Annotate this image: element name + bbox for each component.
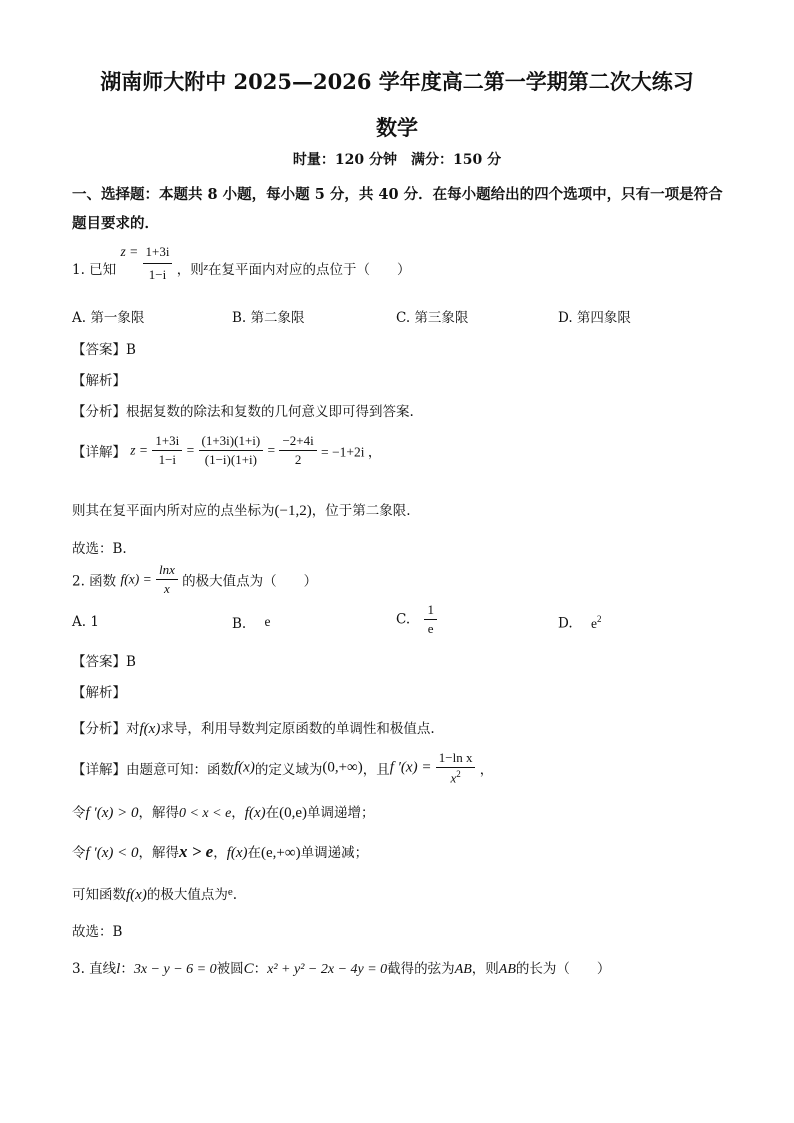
q1-line2 [72,499,411,520]
q3-C: C [243,961,254,977]
q2-answer-tag: 【答案】 [72,654,126,670]
q1-z: z [203,261,209,273]
q2-detail-1 [72,750,493,786]
q2-analysis-tag: 【解析】 [72,685,126,701]
q1-detail-frac1-num: 1+3i [152,433,182,451]
q2-fenxi-fx: f(x) [139,721,161,737]
q1-answer [72,338,136,358]
q1-detail-eq1: = [186,442,195,458]
q1-z-eq: z = [120,244,139,259]
q1-answer-value: B [126,342,136,358]
q1-stem [72,242,411,285]
q2-d1-a: 由题意可知：函数 [126,762,234,779]
q1-fenxi-text: 根据复数的除法和复数的几何意义即可得到答案. [126,404,414,420]
q1-detail-frac3-num: −2+4i [279,433,316,451]
q2-fenxi-a: 对 [126,721,140,737]
q2-d3-ineq: f ′(x) < 0 [85,845,139,861]
q2-option-c-num: 1 [424,602,437,620]
q2-d3-e: 单调递减； [300,845,369,861]
q2-d1-end: ， [479,762,494,779]
q1-fenxi-tag: 【分析】 [72,404,126,420]
q1-detail-result: = −1+2i ， [321,444,382,460]
q1-detail-frac1-den: 1−i [158,452,177,467]
q2-option-d [558,614,601,632]
q2-d3-int: (e,+∞) [261,845,301,861]
q2-prefix: 2. 函数 [72,573,117,590]
q3-mid1: 被圆 [216,961,244,977]
q2-fenxi [72,717,435,738]
q2-fenxi-b: 求导，利用导数判定原函数的单调性和极值点. [160,721,435,737]
q2-d2-a: 令 [72,805,86,821]
q2-frac-den: x [164,581,170,596]
q2-conclusion: 故选：B [72,924,123,940]
q2-option-d-label: D. [558,615,573,632]
q2-d2-sol: 0 < x < e [178,806,232,821]
exam-time-info: 时量：120 分钟 满分：150 分 [292,152,502,168]
q2-d1-den: x [450,770,457,786]
q1-detail-eq2: = [267,442,276,458]
q1-detail-frac3-den: 2 [294,452,302,467]
q1-suffix-b: 在复平面内对应的点位于（ ） [208,262,411,278]
q3-circle-eq: x² + y² − 2x − 4y = 0 [267,962,388,977]
exam-subject: 数学 [376,115,418,140]
q2-d1-num: 1−ln x [436,750,476,768]
q2-d2-e: 单调递增； [307,805,375,821]
q3-suffix: 的长为（ ） [515,961,611,977]
q1-line2-b: ，位于第二象限. [311,503,411,519]
q1-suffix-a: ，则 [176,262,204,278]
q1-conclusion: 故选：B. [72,541,127,557]
q3-prefix: 3. 直线 [72,961,117,977]
q1-line2-point: (−1,2) [274,503,312,519]
q2-detail-tag: 【详解】 [72,762,126,779]
q2-option-d-value: e [590,615,597,631]
q2-d3-fx: f(x) [226,845,248,861]
q2-option-b-label: B. [232,616,247,632]
q1-detail-frac2-den: (1−i)(1+i) [204,452,257,467]
q2-d2-fx: f(x) [244,805,266,821]
q3-colon1: ： [120,961,134,977]
q2-d1-b: 的定义域为 [254,762,323,779]
q2-answer-value: B [126,654,136,670]
q2-d1-fpx: f ′(x) = [389,759,432,776]
q2-option-c [396,602,437,637]
q2-detail-4 [72,883,237,904]
q3-colon2: ： [253,961,268,977]
q2-option-c-label: C. [396,611,411,628]
q2-d4-a: 可知函数 [72,887,126,903]
q2-d2-int: (0,e) [279,805,308,821]
q1-option-d: D. 第四象限 [558,310,631,326]
q2-d1-den-wrap [436,768,476,786]
q2-d3-b: ，解得 [138,845,179,861]
q3-line-eq: 3x − y − 6 = 0 [133,962,217,977]
q1-option-b: B. 第二象限 [232,310,305,326]
q2-option-c-den: e [427,621,434,636]
q1-detail-tag: 【详解】 [72,444,126,461]
q2-d1-fraction [436,750,476,786]
q2-answer [72,650,136,670]
q1-prefix: 1. 已知 [72,262,117,278]
q1-option-a: A. 第一象限 [72,310,145,326]
q1-frac-num: 1+3i [143,242,173,264]
q2-d4-e: e [227,886,233,898]
q1-fraction [143,242,173,285]
q2-frac-num: lnx [156,562,178,580]
q2-d2-c: ， [231,805,245,821]
q2-d3-sol: x > e [178,842,214,861]
q3-stem [72,957,610,978]
q2-d1-fx: f(x) [234,759,255,776]
q2-option-a: A. 1 [72,614,99,630]
q1-detail-frac2-num: (1+3i)(1+i) [199,433,264,451]
q2-d4-c: . [232,887,238,903]
q3-AB: AB [454,962,472,977]
q2-fraction [156,562,178,597]
q2-fenxi-tag: 【分析】 [72,721,126,737]
q2-stem [72,562,317,597]
q2-d2-b: ，解得 [138,805,179,821]
q3-mid3: ，则 [471,961,499,977]
q2-detail-2 [72,801,375,822]
q2-d3-c: ， [213,845,227,861]
q1-answer-tag: 【答案】 [72,342,126,358]
q1-detail-frac3 [279,433,316,468]
q2-suffix: 的极大值点为（ ） [182,573,318,590]
q1-fenxi [72,400,414,420]
q2-d1-den-sup: 2 [456,769,461,779]
q1-detail-z: z = [130,442,149,458]
q1-analysis-tag: 【解析】 [72,373,126,389]
q3-l: l [116,961,121,977]
q2-d2-ineq: f ′(x) > 0 [85,805,139,821]
q2-option-b [232,614,271,632]
q2-option-d-sup: 2 [596,614,602,624]
q1-detail-frac1 [152,433,182,468]
q2-d4-fx: f(x) [126,887,147,903]
q2-d3-a: 令 [72,845,86,861]
q2-d1-c: ，且 [362,762,390,779]
q1-line2-a: 则其在复平面内所对应的点坐标为 [72,503,275,519]
q2-option-c-frac [424,602,437,637]
q2-d1-domain: (0,+∞) [322,759,363,776]
q1-detail-frac2 [199,433,264,468]
q1-frac-den: 1−i [148,267,167,282]
q2-d4-b: 的极大值点为 [146,887,228,903]
q1-option-c: C. 第三象限 [396,310,469,326]
q2-detail-3 [72,841,368,862]
exam-title: 湖南师大附中 2025—2026 学年度高二第一学期第二次大练习 [100,69,694,94]
q3-AB2: AB [498,962,516,977]
q2-option-b-value: e [264,614,271,629]
q1-detail [72,433,381,468]
q2-fx: f(x) = [120,571,152,587]
q3-mid2: 截得的弦为 [387,961,455,977]
section-heading: 一、选择题：本题共 8 小题，每小题 5 分，共 40 分．在每小题给出的四个选项中，只有一项是符合题目要求的． [72,186,723,232]
q2-d3-d: 在 [247,845,262,861]
q2-d2-d: 在 [265,805,280,821]
